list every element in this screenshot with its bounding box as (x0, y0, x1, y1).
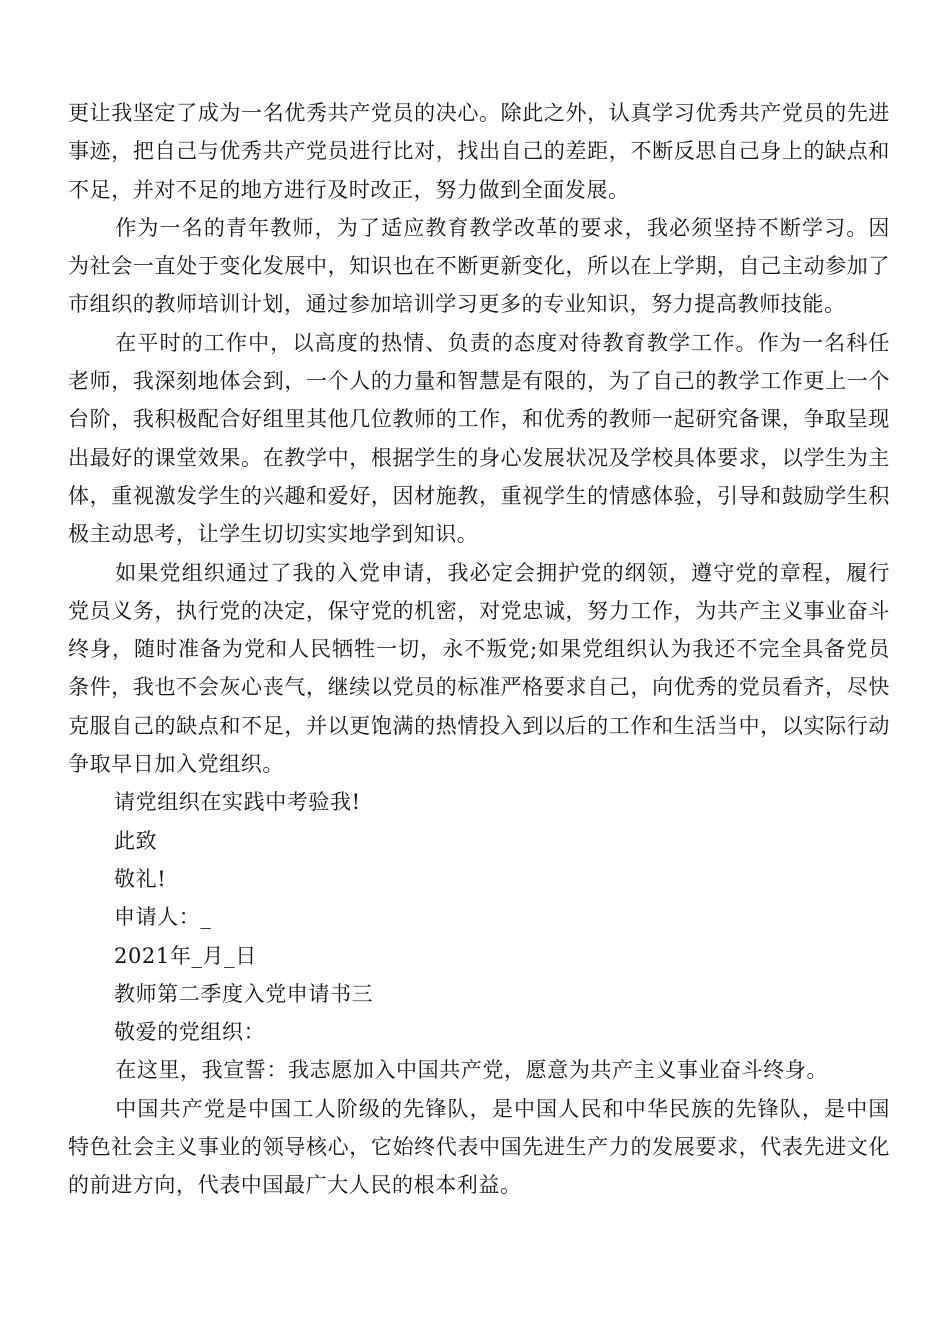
closing-respect: 敬礼! (114, 866, 167, 891)
document-body (68, 94, 890, 1205)
paragraph-work: 在平时的工作中，以高度的热情、负责的态度对待教育教学工作。作为一名科任老师，我深刻地体会到，一个人的力量和智慧是有限的，为了自己的教学工作更上一个台阶，我积极配合好组里其他几位教师的工作，和优秀的教师一起研究备课，争取呈现出最好的课堂效果。在教学中，根据学生的身心发展状况及学校具体要求，以学生为主体，重视激发学生的兴趣和爱好，因材施教，重视学生的情感体验，引导和鼓励学生积极主动思考，让学生切切实实地学到知识。 (68, 330, 890, 547)
greeting-line: 敬爱的党组织： (114, 1020, 266, 1045)
paragraph-oath: 在这里，我宣誓：我志愿加入中国共产党，愿意为共产主义事业奋斗终身。 (115, 1058, 829, 1083)
closing-salutation: 此致 (114, 828, 158, 853)
closing-request: 请党组织在实践中考验我! (114, 790, 361, 815)
paragraph-party-description: 中国共产党是中国工人阶级的先锋队，是中国人民和中华民族的先锋队，是中国特色社会主义事业的领导核心，它始终代表中国先进生产力的发展要求，代表先进文化的前进方向，代表中国最广大人民的根本利益。 (68, 1096, 890, 1198)
paragraph-learning: 作为一名的青年教师，为了适应教育教学改革的要求，我必须坚持不断学习。因为社会一直处于变化发展中，知识也在不断更新变化，所以在上学期，自己主动参加了市组织的教师培训计划，通过参加培训学习更多的专业知识，努力提高教师技能。 (68, 215, 890, 317)
paragraph-pledge: 如果党组织通过了我的入党申请，我必定会拥护党的纲领，遵守党的章程，履行党员义务，执行党的决定，保守党的机密，对党忠诚，努力工作，为共产主义事业奋斗终身，随时准备为党和人民牺牲一切，永不叛党;如果党组织认为我还不完全具备党员条件，我也不会灰心丧气，继续以党员的标准严格要求自己，向优秀的党员看齐，尽快克服自己的缺点和不足，并以更饱满的热情投入到以后的工作和生活当中，以实际行动争取早日加入党组织。 (68, 560, 890, 777)
paragraph-commitment: 更让我坚定了成为一名优秀共产党员的决心。除此之外，认真学习优秀共产党员的先进事迹，把自己与优秀共产党员进行比对，找出自己的差距，不断反思自己身上的缺点和不足，并对不足的地方进行及时改正，努力做到全面发展。 (68, 101, 890, 202)
date-line: 2021年_月_日 (114, 943, 257, 968)
section-title: 教师第二季度入党申请书三 (114, 981, 374, 1006)
applicant-line: 申请人：_ (114, 905, 212, 930)
